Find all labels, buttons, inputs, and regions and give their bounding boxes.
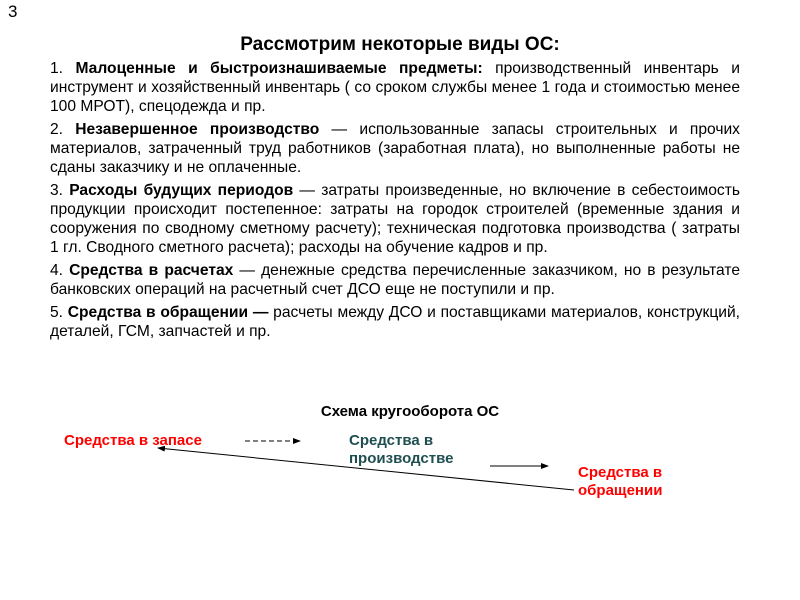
node-production: Средства в производстве: [349, 432, 454, 467]
node-reserve: Средства в запасе: [64, 432, 202, 449]
item-number: 2.: [50, 121, 76, 138]
item-number: 1.: [50, 60, 76, 77]
item-heading: Расходы будущих периодов: [69, 182, 294, 199]
item-text: производственный инвентарь и инструмент и хозяйственный инвентарь ( со сроком службы менее 1 года и стоимостью менее 100 МРОТ), спецодежда и пр.: [50, 60, 740, 115]
item-text: — денежные средства перечисленные заказчиком, но в результате банковских операций на расчетный счет ДСО еще не поступили и пр.: [50, 262, 741, 298]
item-number: 4.: [50, 262, 70, 279]
slide-title: Рассмотрим некоторые виды ОС:: [240, 34, 560, 55]
slide-number: 3: [8, 2, 18, 21]
item-heading: Средства в обращении —: [67, 304, 269, 321]
node-circulation: Средства в обращении: [578, 464, 663, 499]
item-text: — затраты произведенные, но включение в себестоимость продукции происходит постепенное: затраты на городок строителей (временные здания и сооружения по сводному сметному расчету); техническая подготовка производства ( затраты 1 гл. Сводного сметного расчета); расходы на обучение кадров и пр.: [50, 182, 740, 256]
diagram-title: Схема кругооборота ОС: [320, 403, 500, 420]
item-text: — использованные запасы строительных и прочих материалов, затраченный труд работников (заработная плата), но выполненные работы не сданы заказчику и не оплаченные.: [50, 121, 740, 176]
arrow-circulation-to-reserve: [158, 448, 574, 490]
item-text: расчеты между ДСО и поставщиками материалов, конструкций, деталей, ГСМ, запчастей и пр.: [50, 304, 741, 340]
item-number: 3.: [50, 182, 70, 199]
item-heading: Незавершенное производство: [75, 121, 320, 138]
item-heading: Средства в расчетах: [69, 262, 234, 279]
item-heading: Малоценные и быстроизнашиваемые предметы:: [75, 60, 483, 77]
item-number: 5.: [50, 304, 68, 321]
